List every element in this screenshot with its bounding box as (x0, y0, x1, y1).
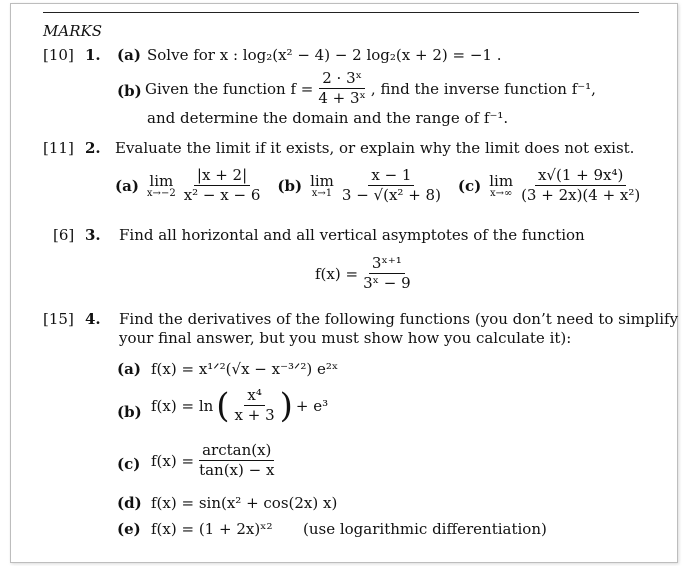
q4e-note: (use logarithmic differentiation) (303, 520, 547, 538)
q2a-lim-word: lim (149, 171, 174, 190)
q3-den: 3ˣ − 9 (363, 274, 411, 292)
q2-marks: [11] (43, 139, 74, 157)
q1a-label: (a) (117, 46, 141, 64)
q4c-num: arctan(x) (199, 442, 274, 461)
q4-marks: [15] (43, 310, 74, 328)
q4b-row (151, 387, 328, 424)
q1b-fraction-den: 4 + 3ˣ (318, 89, 366, 107)
q1a-text: Solve for x : log₂(x² − 4) − 2 log₂(x + 2) = −1 . (147, 46, 502, 64)
q3-num: 3ˣ⁺¹ (369, 255, 405, 274)
q1-marks: [10] (43, 46, 74, 64)
q4a-label: (a) (117, 360, 141, 378)
q1b-label: (b) (117, 82, 142, 100)
q4-text-line1: Find the derivatives of the following functions (you don’t need to simplify (119, 310, 679, 328)
q2b-lim (310, 173, 334, 199)
q4-number: 4. (85, 310, 101, 328)
top-rule (43, 12, 639, 13)
q4b-den: x + 3 (234, 406, 275, 424)
q2-text: Evaluate the limit if it exists, or explain why the limit does not exist. (115, 139, 635, 157)
q1b-text-pre: Given the function f = (145, 79, 314, 98)
q2b-num: x − 1 (368, 167, 414, 186)
q3-number: 3. (85, 226, 101, 244)
q2c-lim (489, 173, 513, 199)
q4e-label: (e) (117, 520, 141, 538)
exam-page (10, 3, 678, 563)
q4b-post: + e³ (295, 396, 329, 415)
q4c-den: tan(x) − x (199, 461, 275, 479)
q4b-num: x⁴ (244, 387, 264, 406)
q4c-fraction (196, 442, 277, 479)
q2c-lim-sub: x→∞ (489, 187, 513, 199)
q4b-right-paren: ) (279, 385, 293, 426)
q4c-row (151, 442, 279, 479)
q3-fx: f(x) = (315, 264, 359, 283)
q2c-num: x√(1 + 9x⁴) (535, 167, 626, 186)
q4b-pre: f(x) = ln (151, 396, 214, 415)
q4c-pre: f(x) = (151, 451, 195, 470)
q2-limits-row (115, 167, 645, 204)
q4b-fraction (232, 387, 278, 424)
q2c-den: (3 + 2x)(4 + x²) (521, 186, 641, 204)
q4d-expr: f(x) = sin(x² + cos(2x) x) (151, 494, 338, 512)
q2c-fraction (518, 167, 643, 204)
q4a-expr: f(x) = x¹ᐟ²(√x − x⁻³ᐟ²) e²ˣ (151, 360, 339, 378)
q1b-text-post: , find the inverse function f⁻¹, (370, 79, 596, 98)
q2b-lim-word: lim (310, 171, 334, 190)
q4d-label: (d) (117, 494, 142, 512)
q2a-den: x² − x − 6 (183, 186, 261, 204)
q4e-expr: f(x) = (1 + 2x)ˣ² (151, 520, 273, 538)
q2a-fraction (181, 167, 264, 204)
q2-number: 2. (85, 139, 101, 157)
q3-text: Find all horizontal and all vertical asymptotes of the function (119, 226, 585, 244)
q1b-row (145, 70, 596, 107)
q2b-label: (b) (277, 176, 303, 195)
q2c-label: (c) (457, 176, 482, 195)
q4b-label: (b) (117, 403, 142, 421)
q2c-lim-word: lim (489, 171, 514, 190)
q4b-left-paren: ( (216, 385, 230, 426)
q3-function (315, 255, 416, 292)
q3-fraction (360, 255, 414, 292)
q2a-label: (a) (115, 176, 139, 195)
q3-marks: [6] (53, 226, 75, 244)
q2a-lim-sub: x→−2 (146, 187, 176, 199)
q1-number: 1. (85, 46, 101, 64)
q1b-text-line2: and determine the domain and the range of f⁻¹. (147, 109, 509, 127)
q2b-den: 3 − √(x² + 8) (341, 186, 441, 204)
q4-text-line2: your final answer, but you must show how you calculate it): (119, 329, 572, 347)
q2a-lim (147, 173, 176, 199)
q2a-num: |x + 2| (194, 167, 250, 186)
q2b-fraction (339, 167, 444, 204)
q1b-fraction (315, 70, 369, 107)
q2b-lim-sub: x→1 (311, 187, 333, 199)
q4c-label: (c) (117, 455, 141, 473)
marks-heading: MARKS (43, 22, 102, 40)
q1b-fraction-num: 2 · 3ˣ (319, 70, 365, 89)
